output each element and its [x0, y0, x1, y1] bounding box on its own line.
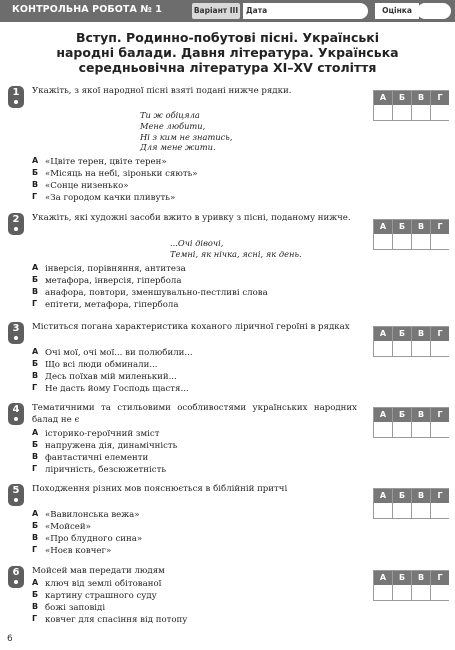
option-key: А: [32, 263, 39, 272]
option-key: В: [32, 287, 39, 296]
option-text: божі заповіді: [45, 603, 106, 613]
answer-box-a[interactable]: [374, 105, 392, 120]
answer-grid: [373, 407, 449, 438]
poem-line: ...Очі дівочі,: [170, 238, 224, 248]
option-d[interactable]: [32, 464, 362, 476]
answer-letter: Б: [393, 91, 411, 105]
answer-letter: А: [374, 327, 392, 341]
answer-letter: В: [412, 327, 430, 341]
variant-badge: Варіант ІІІ: [192, 3, 240, 19]
answer-box-b[interactable]: [393, 105, 411, 120]
options-list: [32, 428, 362, 476]
answer-letter: Г: [431, 489, 449, 503]
question-number-badge: [8, 86, 24, 108]
options-list: [32, 156, 362, 204]
question-text: Укажіть, з якої народної пісні взяті подані нижче рядки.: [32, 86, 292, 96]
option-b[interactable]: [32, 275, 362, 287]
date-field[interactable]: [268, 3, 368, 19]
answer-box-d[interactable]: [431, 585, 449, 600]
option-key: Б: [32, 359, 39, 368]
option-text: «Цвіте терен, цвіте терен»: [45, 157, 167, 167]
bullet-dot-icon: [14, 417, 18, 421]
answer-letter: А: [374, 489, 392, 503]
grade-field[interactable]: [417, 3, 451, 19]
poem-line: Ти ж обіцяла: [140, 110, 200, 120]
answer-box-b[interactable]: [393, 341, 411, 356]
answer-box-d[interactable]: [431, 503, 449, 518]
option-b[interactable]: [32, 521, 362, 533]
option-text: епітети, метафора, гіпербола: [45, 300, 179, 310]
topic-title-line: народні балади. Давня література. Українська: [56, 45, 399, 60]
option-a[interactable]: [32, 263, 362, 275]
bullet-dot-icon: [14, 580, 18, 584]
option-key: В: [32, 602, 39, 611]
option-c[interactable]: [32, 180, 362, 192]
answer-grid: [373, 90, 449, 121]
option-text: Десь поїхав мій миленький...: [45, 372, 177, 382]
poem-line: Мене любити,: [140, 120, 206, 131]
answer-letter: Б: [393, 489, 411, 503]
answer-letter: Б: [393, 408, 411, 422]
option-key: Г: [32, 299, 38, 308]
answer-letter: В: [412, 489, 430, 503]
option-d[interactable]: [32, 383, 362, 395]
question-number: 3: [12, 323, 20, 334]
option-text: «Про блудного сина»: [45, 534, 143, 544]
answer-letter: А: [374, 220, 392, 234]
option-a[interactable]: [32, 156, 362, 168]
grade-label: Оцінка: [375, 3, 419, 19]
question-text: Укажіть, які художні засоби вжито в уривку з пісні, поданому нижче.: [32, 213, 351, 223]
question-number: 2: [12, 214, 20, 225]
answer-letter: А: [374, 571, 392, 585]
answer-box-a[interactable]: [374, 234, 392, 249]
answer-box-c[interactable]: [412, 341, 430, 356]
option-key: Б: [32, 275, 39, 284]
header-bar: [0, 0, 455, 22]
question-number: 6: [12, 567, 20, 578]
option-text: інверсія, порівняння, антитеза: [45, 264, 186, 274]
option-key: Г: [32, 545, 38, 554]
answer-letter: Г: [431, 220, 449, 234]
answer-letter: А: [374, 408, 392, 422]
answer-box-b[interactable]: [393, 585, 411, 600]
option-text: «Мойсей»: [45, 522, 91, 532]
answer-box-c[interactable]: [412, 585, 430, 600]
answer-letter: Б: [393, 571, 411, 585]
option-c[interactable]: [32, 371, 362, 383]
option-text: Очі мої, очі мої... ви полюбили...: [45, 348, 193, 358]
option-text: «Місяць на небі, зіроньки сяють»: [45, 169, 198, 179]
answer-box-d[interactable]: [431, 234, 449, 249]
option-a[interactable]: [32, 428, 362, 440]
option-text: «Сонце низенько»: [45, 181, 129, 191]
option-key: А: [32, 509, 39, 518]
option-c[interactable]: [32, 602, 362, 614]
options-list: [32, 578, 362, 626]
option-d[interactable]: [32, 614, 362, 626]
answer-grid: [373, 488, 449, 519]
answer-box-d[interactable]: [431, 105, 449, 120]
answer-box-a[interactable]: [374, 585, 392, 600]
option-c[interactable]: [32, 287, 362, 299]
option-text: історико-героїчний зміст: [45, 429, 160, 439]
option-key: Б: [32, 440, 39, 449]
option-d[interactable]: [32, 299, 362, 311]
answer-grid: [373, 570, 449, 601]
option-text: картину страшного суду: [45, 591, 157, 601]
option-b[interactable]: [32, 440, 362, 452]
answer-letter: Б: [393, 327, 411, 341]
question-number-badge: [8, 403, 24, 425]
option-key: А: [32, 156, 39, 165]
answer-box-a[interactable]: [374, 503, 392, 518]
question-text: Мойсей мав передати людям: [32, 566, 165, 576]
question-number: 1: [12, 87, 20, 98]
bullet-dot-icon: [14, 100, 18, 104]
answer-box-d[interactable]: [431, 422, 449, 437]
question-number: 5: [12, 485, 20, 496]
answer-grid: [373, 326, 449, 357]
answer-box-d[interactable]: [431, 341, 449, 356]
topic-title-line: середньовічна література ХІ–ХV століття: [78, 60, 377, 75]
option-a[interactable]: [32, 578, 362, 590]
answer-letter: Г: [431, 408, 449, 422]
topic-title-line: Вступ. Родинно-побутові пісні. Українські: [75, 30, 380, 45]
answer-box-c[interactable]: [412, 422, 430, 437]
option-text: фантастичні елементи: [45, 453, 149, 463]
answer-letter: Б: [393, 220, 411, 234]
option-key: Г: [32, 192, 38, 201]
question-number: 4: [12, 404, 20, 415]
answer-box-b[interactable]: [393, 503, 411, 518]
date-label: Дата: [243, 3, 285, 19]
test-title: КОНТРОЛЬНА РОБОТА № 1: [12, 4, 162, 15]
answer-box-b[interactable]: [393, 234, 411, 249]
answer-box-c[interactable]: [412, 105, 430, 120]
options-list: [32, 347, 362, 395]
option-key: Г: [32, 464, 38, 473]
answer-box-b[interactable]: [393, 422, 411, 437]
option-key: Б: [32, 521, 39, 530]
answer-letter: А: [374, 91, 392, 105]
answer-grid: [373, 219, 449, 250]
option-d[interactable]: [32, 545, 362, 557]
option-key: Г: [32, 383, 38, 392]
option-key: В: [32, 371, 39, 380]
poem-line: Темні, як нічка, ясні, як день.: [170, 248, 302, 259]
question-number-badge: [8, 213, 24, 235]
poem-excerpt: [170, 238, 302, 260]
option-text: ліричність, безсюжетність: [45, 465, 167, 475]
option-key: Б: [32, 168, 39, 177]
page-number: 6: [7, 634, 13, 644]
question-number-badge: [8, 566, 24, 588]
option-key: В: [32, 533, 39, 542]
answer-letter: Г: [431, 327, 449, 341]
option-key: Г: [32, 614, 38, 623]
answer-letter: В: [412, 408, 430, 422]
option-key: В: [32, 452, 39, 461]
answer-letter: В: [412, 91, 430, 105]
option-b[interactable]: [32, 359, 362, 371]
bullet-dot-icon: [14, 227, 18, 231]
answer-box-c[interactable]: [412, 503, 430, 518]
answer-letter: В: [412, 571, 430, 585]
option-text: анафора, повтори, зменшувально-пестливі слова: [45, 288, 268, 298]
option-a[interactable]: [32, 509, 362, 521]
option-c[interactable]: [32, 452, 362, 464]
bullet-dot-icon: [14, 498, 18, 502]
answer-box-a[interactable]: [374, 422, 392, 437]
option-text: «Вавилонська вежа»: [45, 510, 140, 520]
option-text: ключ від землі обітованої: [45, 579, 162, 589]
option-text: «Ноєв ковчег»: [45, 546, 112, 556]
question-number-badge: [8, 322, 24, 344]
option-key: А: [32, 428, 39, 437]
poem-excerpt: [140, 110, 232, 153]
answer-letter: Г: [431, 571, 449, 585]
option-key: А: [32, 578, 39, 587]
option-b[interactable]: [32, 590, 362, 602]
option-key: В: [32, 180, 39, 189]
poem-line: Ні з ким не знатись,: [140, 131, 233, 142]
option-a[interactable]: [32, 347, 362, 359]
option-text: Що всі люди обминали...: [45, 360, 158, 370]
question-text: Міститься погана характеристика коханого ліричної героїні в рядках: [32, 322, 350, 332]
option-c[interactable]: [32, 533, 362, 545]
option-text: метафора, інверсія, гіпербола: [45, 276, 182, 286]
answer-box-a[interactable]: [374, 341, 392, 356]
question-number-badge: [8, 484, 24, 506]
question-text: Тематичними та стильовими особливостями українських народних балад не є: [32, 403, 357, 425]
option-key: Б: [32, 590, 39, 599]
bullet-dot-icon: [14, 336, 18, 340]
option-d[interactable]: [32, 192, 362, 204]
option-b[interactable]: [32, 168, 362, 180]
topic-title: [14, 30, 441, 75]
answer-box-c[interactable]: [412, 234, 430, 249]
option-text: напружена дія, динамічність: [45, 441, 178, 451]
option-text: Не дасть йому Господь щастя...: [45, 384, 189, 394]
question-text: Походження різних мов пояснюється в біблійній притчі: [32, 484, 288, 494]
option-text: «За городом качки пливуть»: [45, 193, 176, 203]
option-text: ковчег для спасіння від потопу: [45, 615, 188, 625]
options-list: [32, 509, 362, 557]
option-key: А: [32, 347, 39, 356]
options-list: [32, 263, 362, 311]
poem-line: Для мене жити.: [140, 142, 216, 153]
answer-letter: В: [412, 220, 430, 234]
answer-letter: Г: [431, 91, 449, 105]
